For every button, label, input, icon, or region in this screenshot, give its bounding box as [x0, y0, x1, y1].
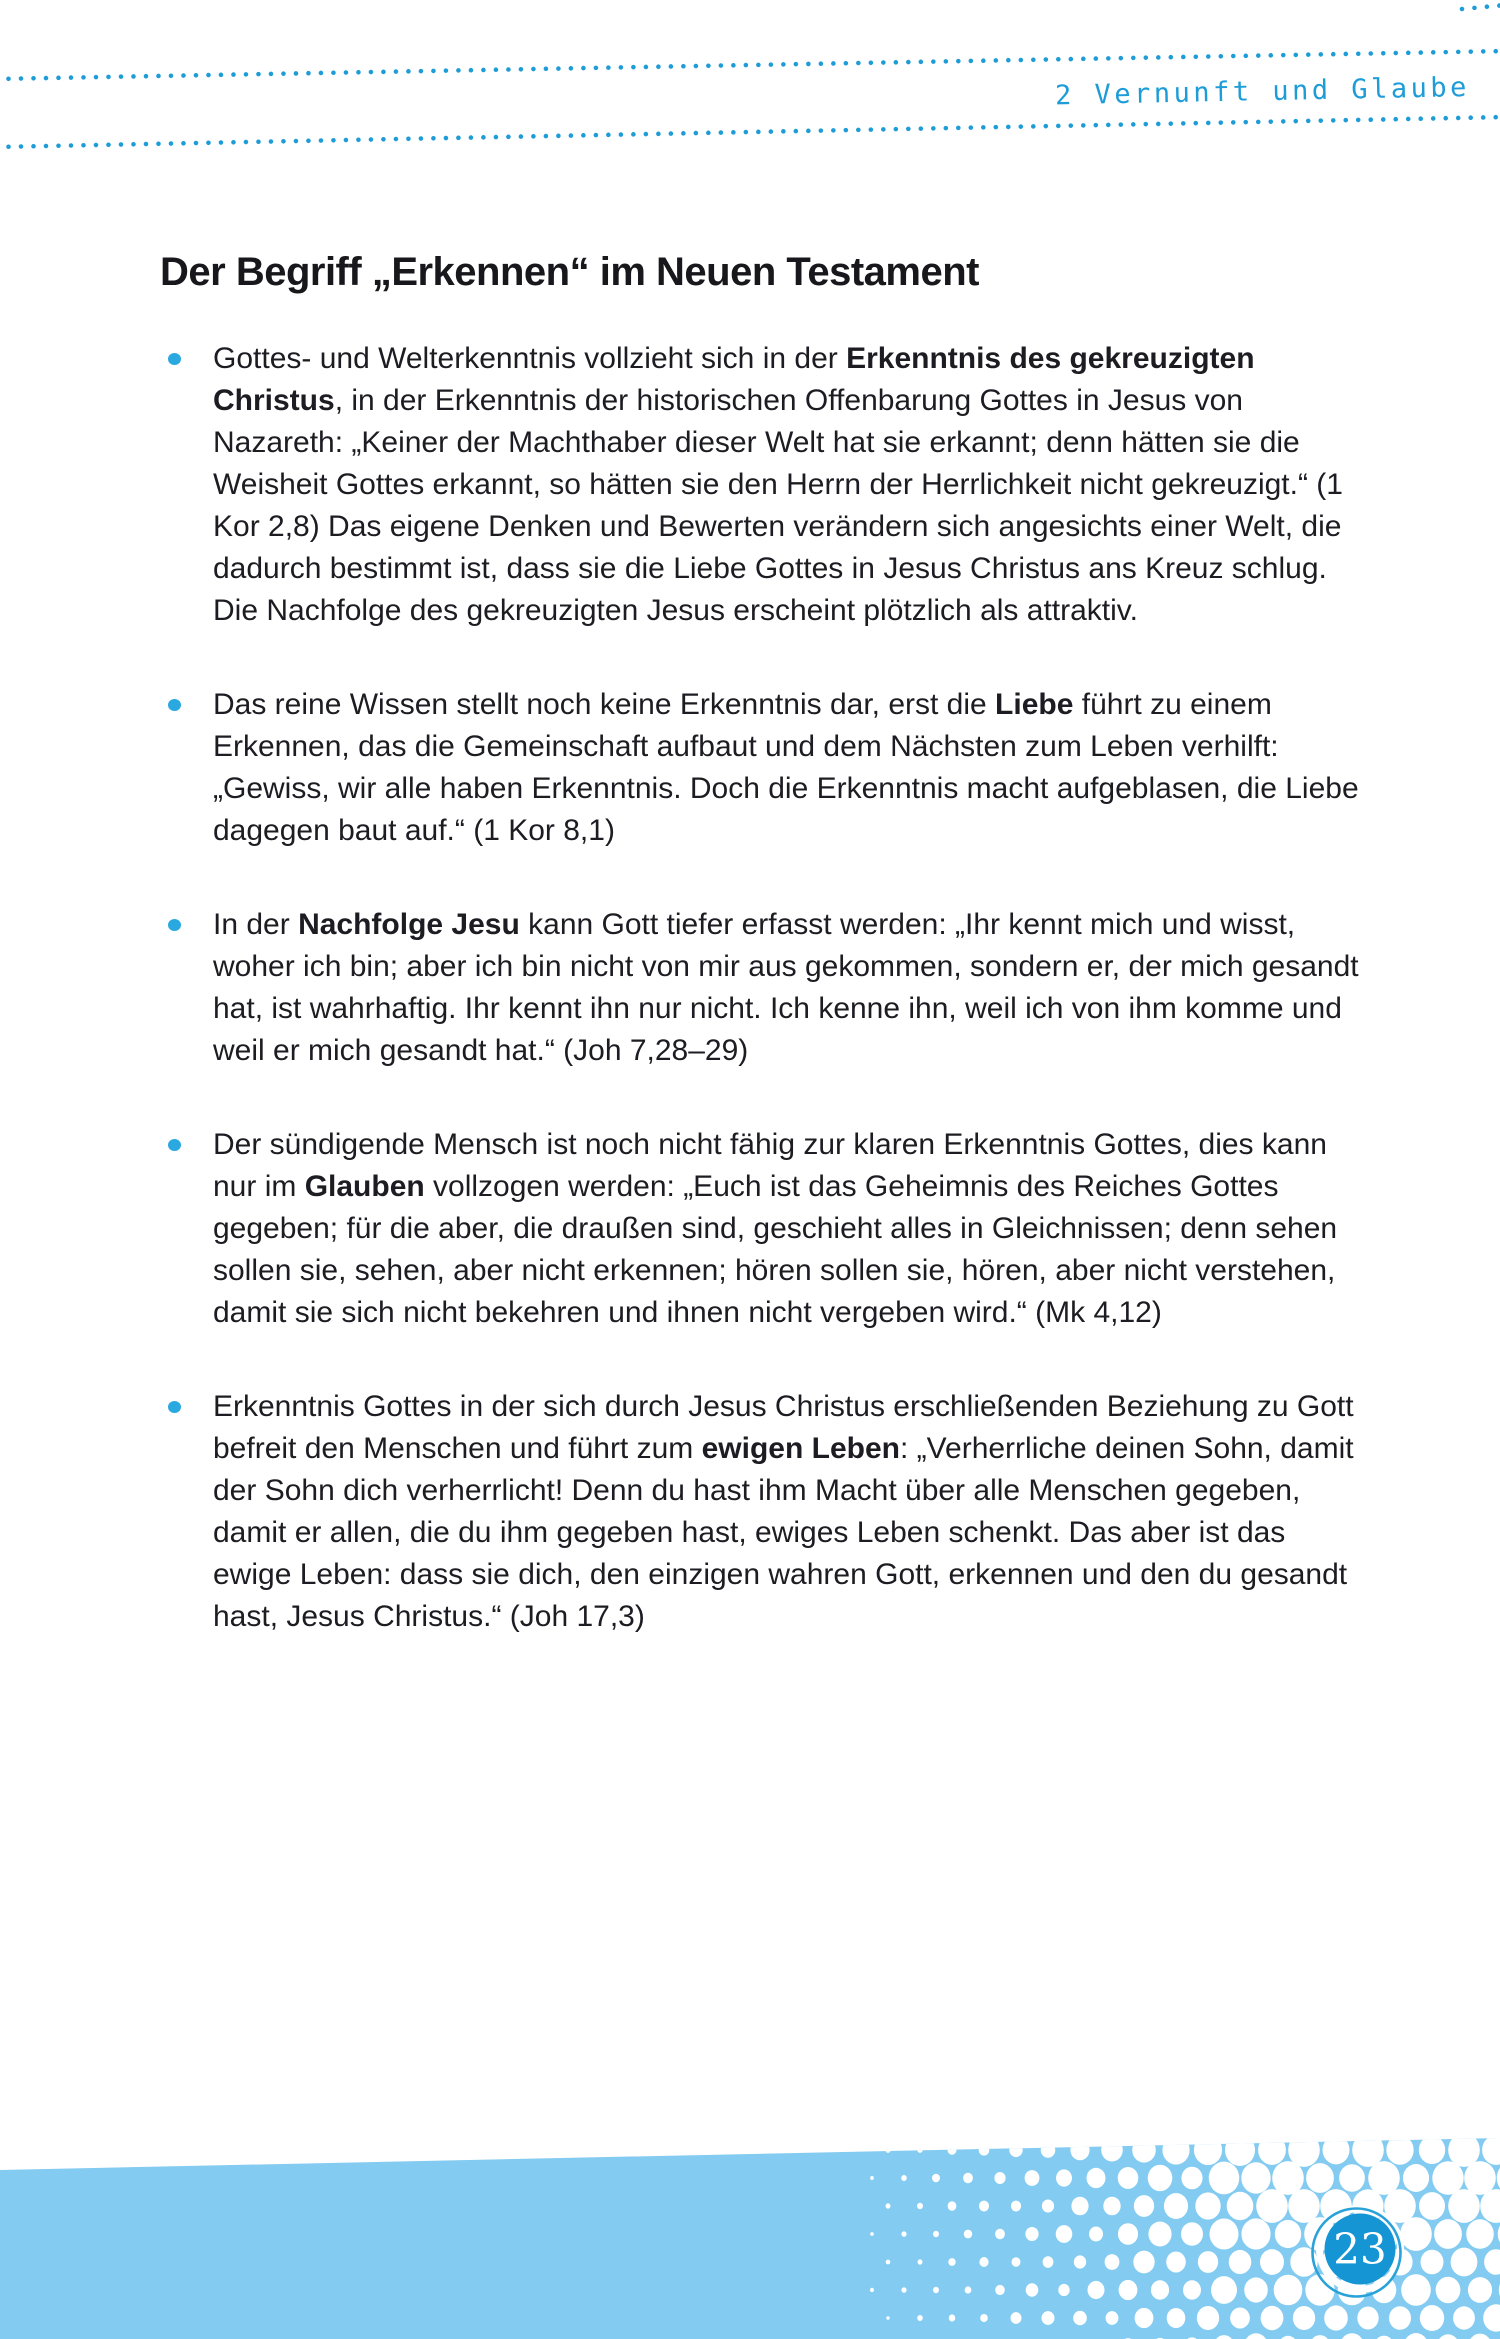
halftone-dot [1132, 2137, 1156, 2162]
halftone-dot [964, 2230, 972, 2239]
text-run-bold: Liebe [995, 688, 1074, 721]
text-run-bold: Nachfolge Jesu [298, 908, 520, 941]
halftone-dot [1496, 2105, 1500, 2139]
halftone-dot [1042, 2200, 1054, 2213]
halftone-dot [1025, 2227, 1038, 2241]
halftone-dot [1211, 2276, 1237, 2304]
halftone-dot [1420, 2305, 1444, 2331]
halftone-dot [1056, 2225, 1073, 2243]
bullet-icon [168, 1401, 181, 1413]
halftone-dot [1134, 2195, 1154, 2217]
halftone-dot [1274, 2275, 1303, 2306]
halftone-dot [1162, 2135, 1189, 2164]
halftone-dot [1041, 2142, 1056, 2158]
halftone-dot [1025, 2170, 1040, 2186]
halftone-dot [1106, 2311, 1119, 2325]
halftone-dot [948, 2258, 955, 2266]
halftone-dot [870, 2176, 874, 2180]
halftone-dot [1119, 2280, 1138, 2300]
halftone-dot [995, 2285, 1005, 2295]
halftone-dot [917, 2147, 922, 2153]
halftone-dot [1432, 2161, 1463, 2195]
halftone-dot [1194, 2135, 1222, 2165]
page-title: Der Begriff „Erkennen“ im Neuen Testament [160, 250, 979, 294]
halftone-dot [886, 2203, 891, 2208]
halftone-dot [1419, 2192, 1445, 2220]
halftone-dot [1401, 2274, 1431, 2306]
bullet-icon [168, 353, 181, 365]
halftone-dot [1197, 2306, 1219, 2330]
halftone-dot [1070, 2140, 1089, 2161]
halftone-dot [979, 2144, 990, 2155]
halftone-dot [1306, 2163, 1334, 2193]
page-number-badge [1313, 2209, 1401, 2297]
halftone-dot [932, 2174, 940, 2183]
halftone-dot [948, 2201, 957, 2210]
list-item [160, 1124, 1368, 1334]
paragraph-text [213, 1386, 1368, 1638]
halftone-dot [870, 2288, 874, 2292]
text-run: , in der Erkenntnis der historischen Offenbarung Gottes in Jesus von Nazareth: „Keiner der Machthaber dieser Welt hat sie erkannt; denn hätten sie die Weisheit Gottes erkannt, so hätten sie den Herrn der Herrlichkeit nicht gekreuzigt.“ (1 Kor 2,8) Das eigene Denken und Bewerten verändern sich angesichts einer Welt, die dadurch bestimmt ist, dass sie die Liebe Gottes in Jesus Christus ans Kreuz schlug. Die Nachfolge des gekreuzigten Jesus erscheint plötzlich als attraktiv. [213, 384, 1343, 627]
halftone-dot [1151, 2280, 1169, 2299]
halftone-dot [1241, 2162, 1270, 2193]
halftone-dot [1352, 2133, 1384, 2167]
halftone-dot [965, 2286, 972, 2293]
chapter-label: 2 Vernunft und Glaube [1054, 72, 1471, 112]
halftone-dot [1181, 2222, 1203, 2246]
halftone-dot [885, 2147, 890, 2153]
list-item [160, 1386, 1368, 1638]
halftone-dot [1210, 2219, 1239, 2250]
halftone-dot [886, 2316, 889, 2320]
halftone-dot [1256, 2189, 1288, 2223]
halftone-dot [1468, 2277, 1492, 2303]
halftone-dot [1209, 2162, 1240, 2195]
halftone-dot [901, 2287, 906, 2293]
halftone-dot [1135, 2308, 1154, 2328]
halftone-dot [1026, 2283, 1039, 2296]
halftone-dot [1323, 2136, 1350, 2165]
text-run: vollzogen werden: „Euch ist das Geheimnis des Reiches Gottes gegeben; für die aber, die draußen sind, geschieht alles in Gleichnissen; denn sehen sollen sie, sehen, aber nicht erkennen; hören sollen sie, hören, aber nicht verstehen, damit sie sich nicht bekehren und ihnen nicht vergeben wird.“ (Mk 4,12) [213, 1170, 1338, 1329]
halftone-dot [1288, 2189, 1320, 2223]
halftone-dot [1419, 2136, 1445, 2164]
halftone-dot [1434, 2219, 1462, 2249]
halftone-dot [1403, 2164, 1429, 2192]
halftone-dot [1166, 2252, 1186, 2273]
bullet-list [160, 338, 1368, 1638]
halftone-dot [917, 2315, 923, 2321]
halftone-dot [1181, 2167, 1202, 2190]
halftone-dot [1244, 2277, 1268, 2302]
halftone-dot [1073, 2311, 1087, 2326]
halftone-dot [1324, 2305, 1348, 2330]
text-run: Gottes- und Welterkenntnis vollzieht sich in der [213, 342, 847, 375]
halftone-dot [994, 2172, 1005, 2184]
halftone-dot [1421, 2250, 1444, 2275]
text-run: Das reine Wissen stellt noch keine Erkenntnis dar, erst die [213, 688, 996, 721]
text-run-bold: ewigen Leben [701, 1432, 900, 1465]
halftone-dot [933, 2287, 939, 2293]
halftone-dot [1272, 2161, 1304, 2195]
bullet-icon [168, 1139, 181, 1151]
halftone-dot [1183, 2280, 1201, 2299]
halftone-dot [933, 2231, 939, 2237]
bottom-wave-band [0, 2060, 1500, 2339]
text-run: führt zu einem Erkennen, das die Gemeinschaft aufbaut und dem Nächsten zum Leben verhilft: „Gewiss, wir alle haben Erkenntnis. Doch die Erkenntnis macht aufgeblasen, die Liebe dagegen baut auf.“ (1 Kor 8,1) [213, 688, 1359, 847]
halftone-dot [1451, 2248, 1478, 2277]
text-run: In der [213, 908, 299, 941]
halftone-dot [1011, 2201, 1021, 2212]
text-run: Erkenntnis Gottes in der sich durch Jesus Christus erschließenden Beziehung zu Gott befreit den Menschen und führt zum [213, 1390, 1354, 1465]
halftone-dot [1241, 2218, 1270, 2249]
halftone-dot [1448, 2133, 1480, 2167]
halftone-dot [1386, 2135, 1413, 2164]
halftone-dot [1464, 2161, 1496, 2195]
halftone-dot [917, 2203, 923, 2209]
halftone-dot [1230, 2308, 1250, 2329]
halftone-dot [1225, 2134, 1255, 2166]
halftone-dot [1118, 2223, 1138, 2245]
halftone-dot [979, 2257, 988, 2267]
bullet-icon [168, 699, 181, 711]
halftone-dot [1288, 2133, 1320, 2167]
halftone-dot [1101, 2139, 1123, 2162]
paragraph-text [213, 684, 1368, 852]
halftone-dot [1103, 2197, 1120, 2216]
text-run-bold: Erkenntnis des gekreuzigten Christus [213, 342, 1255, 417]
halftone-dot [1164, 2193, 1188, 2219]
halftone-dot [1453, 2306, 1475, 2329]
halftone-dot [1133, 2251, 1154, 2274]
halftone-dot [1118, 2167, 1139, 2189]
halftone-dot [1260, 2249, 1284, 2275]
main-content [160, 248, 1368, 1638]
halftone-dot [979, 2201, 989, 2212]
list-item [160, 904, 1368, 1072]
dotted-rule-bottom [0, 117, 1500, 147]
dotted-rule-top [0, 51, 1500, 79]
halftone-dot [901, 2175, 907, 2181]
halftone-dot [1389, 2306, 1411, 2330]
paragraph-text [213, 904, 1368, 1072]
halftone-dot [1198, 2251, 1218, 2273]
halftone-dot [1009, 2143, 1022, 2157]
halftone-dot [1087, 2168, 1106, 2188]
halftone-dot [1229, 2250, 1252, 2274]
page-number: 23 [1333, 2224, 1387, 2274]
halftone-dot [1012, 2257, 1021, 2267]
list-item [160, 684, 1368, 852]
halftone-dot [963, 2173, 973, 2184]
text-run: kann Gott tiefer erfasst werden: „Ihr kennt mich und wisst, woher ich bin; aber ich bin nicht von mir aus gekommen, sondern er, der mich gesandt hat, ist wahrhaftig. Ihr kennt ihn nur nicht. Ich kenne ihn, weil ich von ihm komme und weil er mich gesandt hat.“ (Joh 7,28–29) [213, 908, 1359, 1067]
halftone-dot [1195, 2192, 1220, 2219]
halftone-dot [1339, 2164, 1365, 2192]
text-run: Der sündigende Mensch ist noch nicht fähig zur klaren Erkenntnis Gottes, dies kann nur im [213, 1128, 1327, 1203]
halftone-dot [886, 2260, 891, 2265]
halftone-dot [1466, 2219, 1494, 2249]
paragraph-text [213, 338, 1368, 632]
halftone-dot [1400, 2217, 1432, 2251]
halftone-dot [948, 2145, 957, 2155]
halftone-dot [1148, 2222, 1171, 2247]
halftone-dot [870, 2232, 874, 2236]
halftone-dot [1357, 2307, 1378, 2330]
halftone-dot [918, 2259, 923, 2264]
halftone-dot [1436, 2277, 1461, 2303]
halftone-dot [995, 2229, 1005, 2240]
halftone-dot [1148, 2165, 1173, 2191]
halftone-dot [1043, 2256, 1054, 2268]
halftone-dot [1042, 2311, 1055, 2325]
halftone-dot [1105, 2254, 1120, 2270]
halftone-dot [1258, 2135, 1286, 2165]
dotted-rule-corner [1462, 5, 1500, 9]
halftone-dot [1167, 2308, 1186, 2328]
halftone-dot [1071, 2197, 1088, 2216]
text-run-bold: Glauben [304, 1170, 425, 1203]
halftone-dot [1088, 2281, 1105, 2299]
halftone-dot [1227, 2192, 1254, 2220]
halftone-dot [1074, 2255, 1086, 2268]
bullet-icon [168, 919, 181, 931]
halftone-dot [1058, 2284, 1069, 2296]
halftone-dot [901, 2231, 906, 2237]
paragraph-text [213, 1124, 1368, 1334]
halftone-dot [1261, 2306, 1284, 2330]
halftone-dot [980, 2314, 988, 2322]
halftone-dot [949, 2314, 956, 2321]
halftone-dot [1089, 2227, 1103, 2242]
halftone-dot [1448, 2189, 1480, 2223]
halftone-dot [1275, 2220, 1301, 2248]
halftone-dot [1011, 2312, 1022, 2324]
halftone-dot [1368, 2161, 1400, 2195]
halftone-dot [1293, 2306, 1315, 2330]
list-item [160, 338, 1368, 632]
halftone-dot [1056, 2169, 1072, 2186]
text-run: : „Verherrliche deinen Sohn, damit der Sohn dich verherrlicht! Denn du hast ihm Macht über alle Menschen gegeben, damit er allen, die du ihm gegeben hast, ewiges Leben schenkt. Das aber ist das ewige Leben: dass sie dich, den einzigen wahren Gott, erkennen und den du gesandt hast, Jesus Christus.“ (Joh 17,3) [213, 1432, 1354, 1633]
